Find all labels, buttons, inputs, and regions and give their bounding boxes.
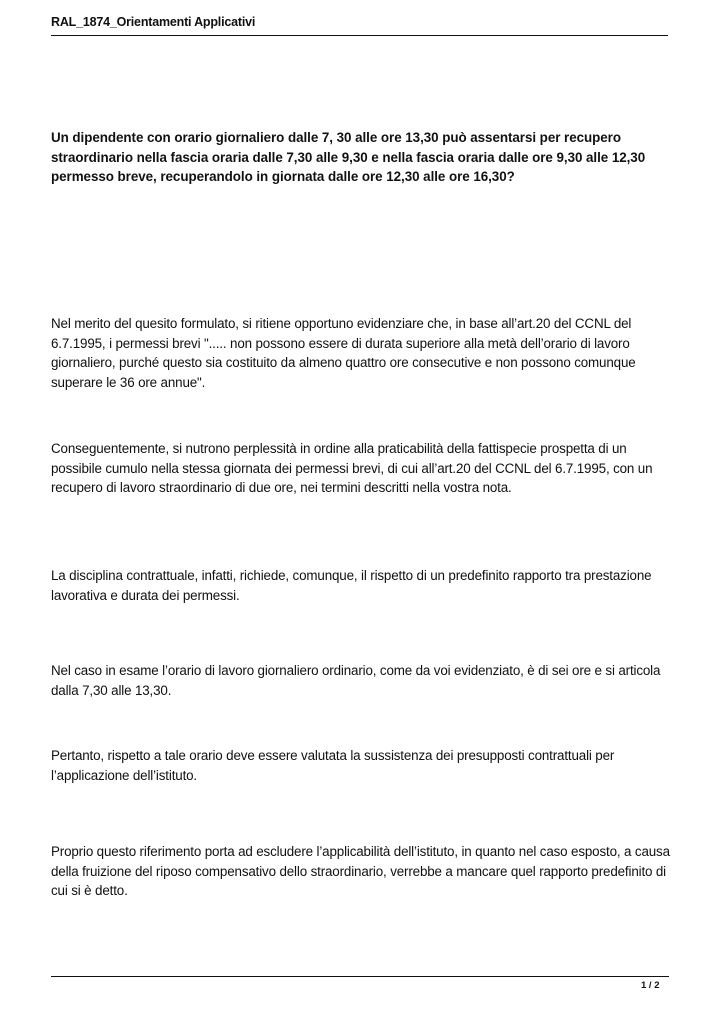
page-header — [51, 14, 668, 30]
body-paragraph-3: La disciplina contrattuale, infatti, richiede, comunque, il rispetto di un predefinito rapporto tra prestazione lavorativa e durata dei permessi. — [51, 568, 652, 603]
header-divider — [51, 35, 668, 36]
question-paragraph: Un dipendente con orario giornaliero dalle 7, 30 alle ore 13,30 può assentarsi per recupero straordinario nella fascia oraria dalle 7,30 alle 9,30 e nella fascia oraria dalle ore 9,30 alle 12,30 permesso breve, recuperandolo in giornata dalle ore 12,30 alle ore 16,30? — [51, 130, 646, 184]
page-number: 1 / 2 — [641, 980, 660, 991]
body-paragraph-6: Proprio questo riferimento porta ad escludere l’applicabilità dell’istituto, in quanto nel caso esposto, a causa della fruizione del riposo compensativo dello straordinario, verrebbe a mancare quel rapporto predefinito di cui si è detto. — [51, 844, 670, 898]
body-paragraph-1: Nel merito del quesito formulato, si ritiene opportuno evidenziare che, in base all’art.20 del CCNL del 6.7.1995, i permessi brevi "..... non possono essere di durata superiore alla metà dell’orario di lavoro giornaliero, purché questo sia costituito da almeno quattro ore consecutive e non possono comunque superare le 36 ore annue". — [51, 316, 636, 390]
body-paragraph-2: Conseguentemente, si nutrono perplessità in ordine alla praticabilità della fattispecie prospetta di un possibile cumulo nella stessa giornata dei permessi brevi, di cui all’art.20 del CCNL del 6.7.1995, con un recupero di lavoro straordinario di due ore, nei termini descritti nella vostra nota. — [51, 441, 653, 495]
body-paragraph-4: Nel caso in esame l’orario di lavoro giornaliero ordinario, come da voi evidenziato, è di sei ore e si articola dalla 7,30 alle 13,30. — [51, 663, 661, 698]
footer-divider — [51, 976, 669, 977]
document-title: RAL_1874_Orientamenti Applicativi — [51, 15, 256, 29]
body-paragraph-5: Pertanto, rispetto a tale orario deve essere valutata la sussistenza dei presupposti contrattuali per l’applicazione dell’istituto. — [51, 748, 615, 783]
